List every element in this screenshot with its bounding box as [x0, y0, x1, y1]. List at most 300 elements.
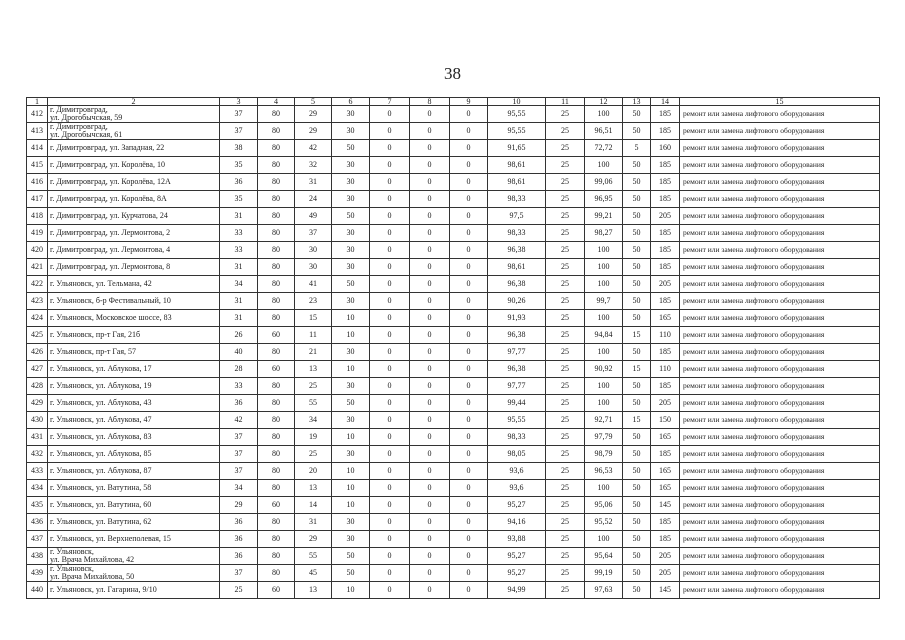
table-cell: 165 [651, 480, 680, 497]
table-cell: 0 [450, 106, 488, 123]
table-cell: 33 [220, 242, 258, 259]
table-cell: 0 [450, 565, 488, 582]
table-cell: 0 [450, 446, 488, 463]
table-cell: 440 [27, 582, 48, 599]
table-cell: 0 [450, 140, 488, 157]
table-cell: 13 [295, 480, 332, 497]
table-cell: 36 [220, 531, 258, 548]
column-header: 2 [48, 98, 220, 106]
table-cell: 418 [27, 208, 48, 225]
table-cell: 25 [220, 582, 258, 599]
work-type-cell: ремонт или замена лифтового оборудования [680, 208, 880, 225]
table-cell: 36 [220, 514, 258, 531]
table-cell: 35 [220, 191, 258, 208]
table-row [27, 412, 880, 429]
table-cell: 25 [546, 123, 585, 140]
table-cell: 100 [585, 310, 623, 327]
table-cell: 34 [220, 276, 258, 293]
table-row [27, 361, 880, 378]
work-type-cell: ремонт или замена лифтового оборудования [680, 582, 880, 599]
address-cell: г. Ульяновск, Московское шоссе, 83 [48, 310, 220, 327]
table-cell: 0 [410, 531, 450, 548]
table-cell: 165 [651, 429, 680, 446]
table-row [27, 497, 880, 514]
table-cell: 38 [220, 140, 258, 157]
table-row [27, 480, 880, 497]
table-cell: 80 [258, 378, 295, 395]
table-cell: 0 [450, 395, 488, 412]
table-cell: 0 [410, 123, 450, 140]
work-type-cell: ремонт или замена лифтового оборудования [680, 565, 880, 582]
table-cell: 50 [623, 276, 651, 293]
table-cell: 50 [332, 395, 370, 412]
table-cell: 60 [258, 497, 295, 514]
table-cell: 95,27 [488, 548, 546, 565]
table-cell: 35 [220, 157, 258, 174]
column-header: 8 [410, 98, 450, 106]
table-row [27, 531, 880, 548]
table-cell: 92,71 [585, 412, 623, 429]
address-cell: г. Ульяновск, пр-т Гая, 21б [48, 327, 220, 344]
table-row [27, 140, 880, 157]
column-header: 12 [585, 98, 623, 106]
table-cell: 0 [410, 582, 450, 599]
table-cell: 0 [450, 208, 488, 225]
table-cell: 0 [370, 429, 410, 446]
column-header: 9 [450, 98, 488, 106]
table-cell: 13 [295, 361, 332, 378]
table-cell: 25 [546, 344, 585, 361]
table-cell: 0 [410, 378, 450, 395]
table-cell: 90,26 [488, 293, 546, 310]
table-cell: 30 [332, 446, 370, 463]
table-cell: 31 [220, 208, 258, 225]
address-cell: г. Ульяновск, ул. Тельмана, 42 [48, 276, 220, 293]
table-cell: 30 [332, 106, 370, 123]
table-cell: 25 [546, 140, 585, 157]
table-cell: 110 [651, 361, 680, 378]
table-cell: 0 [450, 582, 488, 599]
column-header: 15 [680, 98, 880, 106]
table-cell: 100 [585, 157, 623, 174]
address-cell: г. Ульяновск, ул. Врача Михайлова, 42 [48, 548, 220, 565]
table-cell: 0 [450, 378, 488, 395]
table-cell: 99,44 [488, 395, 546, 412]
table-cell: 60 [258, 582, 295, 599]
table-cell: 80 [258, 174, 295, 191]
table-cell: 93,6 [488, 463, 546, 480]
table-cell: 185 [651, 157, 680, 174]
table-cell: 50 [623, 174, 651, 191]
table-cell: 0 [370, 361, 410, 378]
table-cell: 37 [295, 225, 332, 242]
table-cell: 0 [410, 548, 450, 565]
table-cell: 31 [220, 310, 258, 327]
table-cell: 25 [546, 463, 585, 480]
table-cell: 50 [332, 140, 370, 157]
table-cell: 205 [651, 565, 680, 582]
table-cell: 80 [258, 412, 295, 429]
table-cell: 421 [27, 259, 48, 276]
table-cell: 0 [370, 123, 410, 140]
table-cell: 0 [410, 157, 450, 174]
table-cell: 0 [450, 191, 488, 208]
table-cell: 420 [27, 242, 48, 259]
table-cell: 60 [258, 327, 295, 344]
work-type-cell: ремонт или замена лифтового оборудования [680, 123, 880, 140]
table-cell: 0 [450, 242, 488, 259]
table-cell: 95,55 [488, 412, 546, 429]
table-cell: 50 [623, 582, 651, 599]
table-row [27, 174, 880, 191]
table-cell: 50 [623, 446, 651, 463]
table-cell: 0 [370, 548, 410, 565]
column-header: 13 [623, 98, 651, 106]
table-cell: 80 [258, 259, 295, 276]
work-type-cell: ремонт или замена лифтового оборудования [680, 446, 880, 463]
table-cell: 80 [258, 395, 295, 412]
table-cell: 13 [295, 582, 332, 599]
table-cell: 0 [410, 310, 450, 327]
table-cell: 423 [27, 293, 48, 310]
table-cell: 0 [450, 225, 488, 242]
address-cell: г. Димитровград, ул. Дрогобычская, 61 [48, 123, 220, 140]
table-cell: 0 [410, 242, 450, 259]
table-cell: 431 [27, 429, 48, 446]
table-cell: 99,21 [585, 208, 623, 225]
table-cell: 0 [370, 208, 410, 225]
table-cell: 0 [370, 106, 410, 123]
table-cell: 93,6 [488, 480, 546, 497]
table-cell: 31 [220, 293, 258, 310]
table-cell: 100 [585, 531, 623, 548]
table-cell: 432 [27, 446, 48, 463]
table-cell: 0 [410, 225, 450, 242]
table-cell: 25 [546, 412, 585, 429]
table-cell: 15 [623, 361, 651, 378]
table-cell: 100 [585, 276, 623, 293]
table-cell: 185 [651, 514, 680, 531]
table-cell: 415 [27, 157, 48, 174]
table-cell: 0 [410, 412, 450, 429]
table-cell: 80 [258, 531, 295, 548]
table-cell: 94,16 [488, 514, 546, 531]
table-cell: 80 [258, 548, 295, 565]
table-cell: 0 [450, 531, 488, 548]
table-cell: 37 [220, 446, 258, 463]
table-cell: 25 [546, 327, 585, 344]
table-cell: 50 [623, 497, 651, 514]
table-cell: 80 [258, 514, 295, 531]
table-cell: 427 [27, 361, 48, 378]
table-cell: 42 [220, 412, 258, 429]
table-cell: 5 [623, 140, 651, 157]
table-cell: 95,52 [585, 514, 623, 531]
table-cell: 55 [295, 395, 332, 412]
table-cell: 0 [410, 106, 450, 123]
table-cell: 0 [450, 293, 488, 310]
column-header: 6 [332, 98, 370, 106]
table-cell: 430 [27, 412, 48, 429]
table-cell: 0 [410, 208, 450, 225]
table-cell: 0 [370, 344, 410, 361]
table-cell: 100 [585, 344, 623, 361]
table-cell: 95,06 [585, 497, 623, 514]
address-cell: г. Ульяновск, ул. Ватутина, 58 [48, 480, 220, 497]
table-cell: 20 [295, 463, 332, 480]
table-cell: 25 [546, 259, 585, 276]
table-cell: 98,33 [488, 225, 546, 242]
table-cell: 80 [258, 480, 295, 497]
table-cell: 205 [651, 395, 680, 412]
table-cell: 0 [410, 361, 450, 378]
table-cell: 98,27 [585, 225, 623, 242]
table-cell: 436 [27, 514, 48, 531]
table-cell: 50 [623, 310, 651, 327]
table-row [27, 106, 880, 123]
table-cell: 96,51 [585, 123, 623, 140]
table-cell: 435 [27, 497, 48, 514]
address-cell: г. Ульяновск, ул. Верхнеполевая, 15 [48, 531, 220, 548]
address-cell: г. Димитровград, ул. Лермонтова, 2 [48, 225, 220, 242]
table-cell: 0 [450, 463, 488, 480]
table-cell: 99,7 [585, 293, 623, 310]
table-cell: 0 [410, 174, 450, 191]
table-cell: 50 [623, 395, 651, 412]
table-row [27, 276, 880, 293]
table-cell: 0 [370, 310, 410, 327]
address-cell: г. Ульяновск, ул. Аблукова, 83 [48, 429, 220, 446]
address-cell: г. Димитровград, ул. Курчатова, 24 [48, 208, 220, 225]
table-cell: 0 [450, 276, 488, 293]
table-cell: 36 [220, 395, 258, 412]
table-cell: 40 [220, 344, 258, 361]
table-cell: 425 [27, 327, 48, 344]
table-cell: 0 [410, 191, 450, 208]
table-cell: 416 [27, 174, 48, 191]
address-cell: г. Димитровград, ул. Западная, 22 [48, 140, 220, 157]
table-cell: 100 [585, 480, 623, 497]
table-cell: 80 [258, 242, 295, 259]
table-cell: 99,06 [585, 174, 623, 191]
table-cell: 80 [258, 446, 295, 463]
table-cell: 50 [623, 531, 651, 548]
table-cell: 25 [546, 514, 585, 531]
address-cell: г. Ульяновск, ул. Аблукова, 47 [48, 412, 220, 429]
table-cell: 25 [546, 582, 585, 599]
table-cell: 414 [27, 140, 48, 157]
table-cell: 93,88 [488, 531, 546, 548]
column-header: 7 [370, 98, 410, 106]
table-cell: 185 [651, 242, 680, 259]
work-type-cell: ремонт или замена лифтового оборудования [680, 276, 880, 293]
table-cell: 97,79 [585, 429, 623, 446]
table-cell: 25 [546, 276, 585, 293]
table-cell: 50 [623, 225, 651, 242]
work-type-cell: ремонт или замена лифтового оборудования [680, 497, 880, 514]
table-cell: 50 [623, 123, 651, 140]
table-cell: 30 [332, 531, 370, 548]
table-cell: 98,61 [488, 174, 546, 191]
table-cell: 50 [332, 208, 370, 225]
table-cell: 0 [450, 412, 488, 429]
table-cell: 0 [370, 446, 410, 463]
table-cell: 0 [410, 293, 450, 310]
table-cell: 10 [332, 429, 370, 446]
table-cell: 99,19 [585, 565, 623, 582]
table-cell: 98,05 [488, 446, 546, 463]
address-cell: г. Димитровград, ул. Королёва, 10 [48, 157, 220, 174]
address-cell: г. Димитровград, ул. Лермонтова, 4 [48, 242, 220, 259]
table-cell: 80 [258, 344, 295, 361]
table-cell: 50 [623, 208, 651, 225]
table-cell: 10 [332, 582, 370, 599]
table-cell: 26 [220, 327, 258, 344]
table-cell: 0 [370, 191, 410, 208]
table-cell: 30 [295, 242, 332, 259]
table-row [27, 582, 880, 599]
work-type-cell: ремонт или замена лифтового оборудования [680, 157, 880, 174]
table-cell: 50 [623, 344, 651, 361]
table-cell: 95,27 [488, 565, 546, 582]
table-cell: 30 [295, 259, 332, 276]
table-cell: 80 [258, 225, 295, 242]
table-cell: 0 [370, 378, 410, 395]
table-cell: 80 [258, 310, 295, 327]
table-cell: 50 [623, 429, 651, 446]
table-cell: 30 [332, 242, 370, 259]
table-cell: 37 [220, 463, 258, 480]
table-row [27, 514, 880, 531]
table-cell: 80 [258, 191, 295, 208]
table-cell: 0 [450, 123, 488, 140]
table-cell: 0 [450, 174, 488, 191]
table-cell: 30 [332, 293, 370, 310]
work-type-cell: ремонт или замена лифтового оборудования [680, 174, 880, 191]
table-cell: 50 [623, 157, 651, 174]
table-cell: 438 [27, 548, 48, 565]
table-cell: 205 [651, 276, 680, 293]
table-cell: 80 [258, 106, 295, 123]
table-cell: 0 [450, 344, 488, 361]
column-header: 4 [258, 98, 295, 106]
table-cell: 30 [332, 412, 370, 429]
table-cell: 25 [546, 548, 585, 565]
table-cell: 80 [258, 463, 295, 480]
table-cell: 94,84 [585, 327, 623, 344]
table-cell: 0 [450, 514, 488, 531]
column-header: 10 [488, 98, 546, 106]
table-cell: 30 [332, 514, 370, 531]
table-cell: 96,38 [488, 242, 546, 259]
table-cell: 185 [651, 174, 680, 191]
table-cell: 185 [651, 344, 680, 361]
table-cell: 185 [651, 123, 680, 140]
table-row [27, 191, 880, 208]
table-cell: 19 [295, 429, 332, 446]
address-cell: г. Димитровград, ул. Королёва, 12А [48, 174, 220, 191]
table-cell: 0 [370, 140, 410, 157]
work-type-cell: ремонт или замена лифтового оборудования [680, 225, 880, 242]
table-cell: 0 [410, 259, 450, 276]
table-cell: 95,64 [585, 548, 623, 565]
table-cell: 95,55 [488, 106, 546, 123]
table-cell: 439 [27, 565, 48, 582]
table-cell: 36 [220, 174, 258, 191]
work-type-cell: ремонт или замена лифтового оборудования [680, 191, 880, 208]
table-cell: 31 [220, 259, 258, 276]
table-cell: 24 [295, 191, 332, 208]
table-cell: 15 [623, 327, 651, 344]
address-cell: г. Ульяновск, ул. Аблукова, 17 [48, 361, 220, 378]
table-cell: 80 [258, 140, 295, 157]
table-row [27, 225, 880, 242]
work-type-cell: ремонт или замена лифтового оборудования [680, 106, 880, 123]
table-cell: 21 [295, 344, 332, 361]
table-cell: 25 [295, 446, 332, 463]
table-cell: 0 [370, 174, 410, 191]
work-type-cell: ремонт или замена лифтового оборудования [680, 378, 880, 395]
table-cell: 50 [332, 565, 370, 582]
table-cell: 80 [258, 565, 295, 582]
table-cell: 15 [623, 412, 651, 429]
table-cell: 0 [370, 395, 410, 412]
table-cell: 100 [585, 378, 623, 395]
table-cell: 0 [450, 361, 488, 378]
table-cell: 100 [585, 259, 623, 276]
table-cell: 41 [295, 276, 332, 293]
table-cell: 412 [27, 106, 48, 123]
table-cell: 185 [651, 293, 680, 310]
table-cell: 0 [370, 480, 410, 497]
table-cell: 97,77 [488, 344, 546, 361]
table-cell: 429 [27, 395, 48, 412]
table-cell: 80 [258, 293, 295, 310]
table-cell: 98,61 [488, 259, 546, 276]
table-row [27, 463, 880, 480]
table-cell: 185 [651, 259, 680, 276]
table-cell: 424 [27, 310, 48, 327]
table-cell: 0 [450, 157, 488, 174]
work-type-cell: ремонт или замена лифтового оборудования [680, 463, 880, 480]
table-cell: 0 [370, 225, 410, 242]
column-header: 5 [295, 98, 332, 106]
table-cell: 10 [332, 310, 370, 327]
table-cell: 10 [332, 497, 370, 514]
table-cell: 0 [370, 497, 410, 514]
table-cell: 434 [27, 480, 48, 497]
table-cell: 91,65 [488, 140, 546, 157]
table-cell: 25 [295, 378, 332, 395]
table-cell: 185 [651, 378, 680, 395]
table-cell: 97,77 [488, 378, 546, 395]
work-type-cell: ремонт или замена лифтового оборудования [680, 531, 880, 548]
table-cell: 0 [450, 310, 488, 327]
table-cell: 0 [370, 531, 410, 548]
work-type-cell: ремонт или замена лифтового оборудования [680, 480, 880, 497]
address-cell: г. Ульяновск, ул. Аблукова, 87 [48, 463, 220, 480]
table-cell: 30 [332, 259, 370, 276]
work-type-cell: ремонт или замена лифтового оборудования [680, 412, 880, 429]
table-cell: 185 [651, 446, 680, 463]
work-type-cell: ремонт или замена лифтового оборудования [680, 259, 880, 276]
table-cell: 205 [651, 208, 680, 225]
table-cell: 30 [332, 123, 370, 140]
table-row [27, 429, 880, 446]
table-cell: 0 [410, 276, 450, 293]
table-cell: 37 [220, 565, 258, 582]
work-type-cell: ремонт или замена лифтового оборудования [680, 395, 880, 412]
